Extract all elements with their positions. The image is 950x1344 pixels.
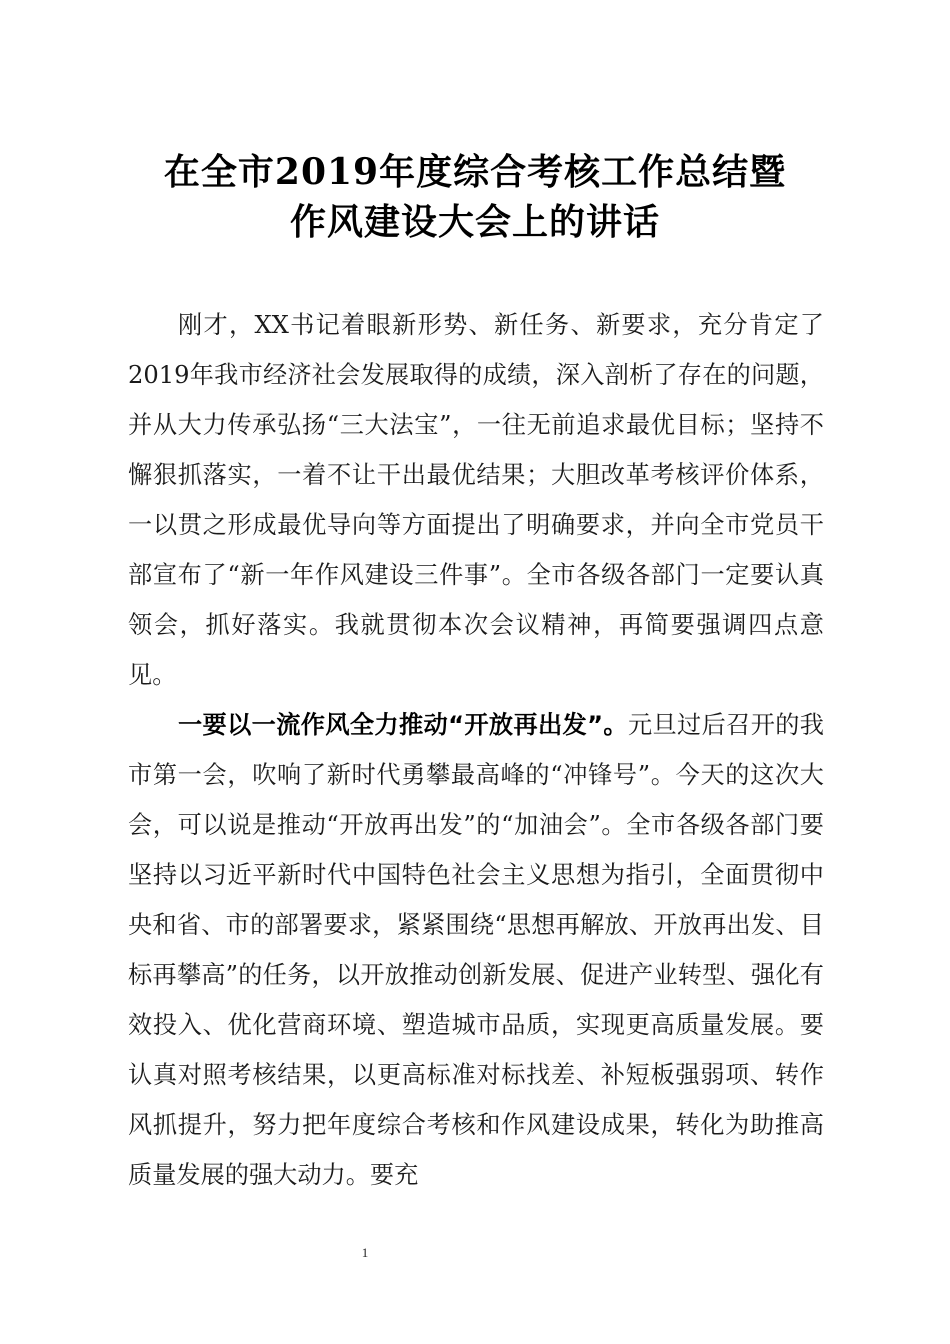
document-title-line-1: 在全市2019年度综合考核工作总结暨 <box>163 151 787 193</box>
paragraph-point-one-heading: 一要以一流作风全力推动“开放再出发”。 <box>178 711 628 739</box>
document-body <box>128 300 824 1200</box>
paragraph-opening <box>128 300 824 700</box>
paragraph-point-one-text: 元旦过后召开的我市第一会，吹响了新时代勇攀最高峰的“冲锋号”。今天的这次大会，可以说是推动“开放再出发”的“加油会”。全市各级各部门要坚持以习近平新时代中国特色社会主义思想为指引，全面贯彻中央和省、市的部署要求，紧紧围绕“思想再解放、开放再出发、目标再攀高”的任务，以开放推动创新发展、促进产业转型、强化有效投入、优化营商环境、塑造城市品质，实现更高质量发展。要认真对照考核结果，以更高标准对标找差、补短板强弱项、转作风抓提升，努力把年度综合考核和作风建设成果，转化为助推高质量发展的强大动力。要充 <box>128 711 824 1189</box>
paragraph-point-one <box>128 700 824 1200</box>
document-title-line-2: 作风建设大会上的讲话 <box>289 201 660 243</box>
paragraph-opening-text: 刚才，XX书记着眼新形势、新任务、新要求，充分肯定了2019年我市经济社会发展取得的成绩，深入剖析了存在的问题，并从大力传承弘扬“三大法宝”，一往无前追求最优目标；坚持不懈狠抓落实，一着不让干出最优结果；大胆改革考核评价体系，一以贯之形成最优导向等方面提出了明确要求，并向全市党员干部宣布了“新一年作风建设三件事”。全市各级各部门一定要认真领会，抓好落实。我就贯彻本次会议精神，再简要强调四点意见。 <box>128 311 824 689</box>
page-number: 1 <box>361 1245 369 1260</box>
